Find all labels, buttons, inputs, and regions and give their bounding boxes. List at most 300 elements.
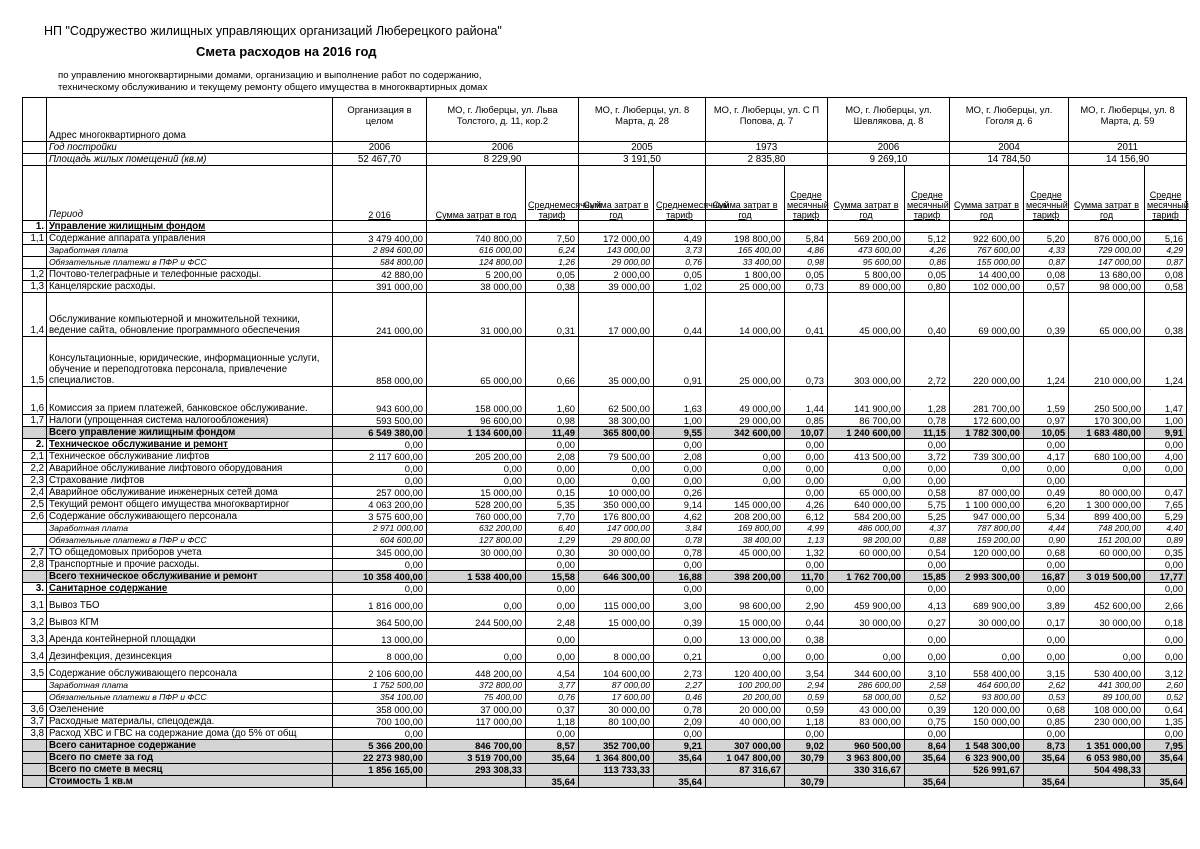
tariff-value: 0,00	[905, 728, 950, 740]
row-label: Аварийное обслуживание инженерных сетей дома	[47, 487, 333, 499]
tariff-value: 3,89	[1024, 595, 1069, 612]
sum-value: 787 800,00	[950, 523, 1024, 535]
tariff-value: 4,49	[654, 233, 706, 245]
sum-value: 29 000,00	[579, 257, 654, 269]
sum-value: 464 600,00	[950, 680, 1024, 692]
row-label: Всего по смете за год	[47, 752, 333, 764]
row-number	[23, 523, 47, 535]
tariff-value: 1,63	[654, 387, 706, 415]
tariff-value: 1,59	[1024, 387, 1069, 415]
tariff-value: 0,00	[1024, 559, 1069, 571]
tariff-value: 0,68	[1024, 704, 1069, 716]
sum-value: 80 100,00	[579, 716, 654, 728]
tariff-value: 1,18	[785, 716, 828, 728]
row-label: Всего по смете в месяц	[47, 764, 333, 776]
tariff-value: 0,38	[1145, 293, 1187, 337]
row-number: 1,6	[23, 387, 47, 415]
tariff-value: 2,08	[526, 451, 579, 463]
sum-value: 530 400,00	[1069, 663, 1145, 680]
sum-value: 1 240 600,00	[828, 427, 905, 439]
tariff-value: 0,49	[1024, 487, 1069, 499]
sum-value	[579, 221, 654, 233]
tariff-value: 0,00	[785, 439, 828, 451]
sum-value	[427, 221, 526, 233]
org-value: 13 000,00	[333, 629, 427, 646]
tariff-value: 0,52	[905, 692, 950, 704]
sum-value: 303 000,00	[828, 337, 905, 387]
tariff-value: 2,62	[1024, 680, 1069, 692]
tariff-value: 4,13	[905, 595, 950, 612]
sum-header: Сумма затрат в год	[1069, 166, 1145, 221]
sum-value: 127 800,00	[427, 535, 526, 547]
tariff-value: 4,26	[785, 499, 828, 511]
sum-value	[706, 439, 785, 451]
sum-value: 739 300,00	[950, 451, 1024, 463]
row-number: 2,4	[23, 487, 47, 499]
sum-value: 230 000,00	[1069, 716, 1145, 728]
tariff-value: 0,00	[905, 629, 950, 646]
row-label: Содержание аппарата управления	[47, 233, 333, 245]
tariff-value: 0,87	[1145, 257, 1187, 269]
tariff-header: Средне месячный тариф	[1024, 166, 1069, 221]
tariff-value: 0,39	[1024, 293, 1069, 337]
sum-value: 15 000,00	[579, 612, 654, 629]
tariff-value	[654, 221, 706, 233]
sum-value: 1 683 480,00	[1069, 427, 1145, 439]
sum-value	[1069, 728, 1145, 740]
row-number: 1,3	[23, 281, 47, 293]
sum-value: 20 000,00	[706, 704, 785, 716]
org-value: 2 117 600,00	[333, 451, 427, 463]
sum-value: 86 700,00	[828, 415, 905, 427]
row-label: Техническое обслуживание лифтов	[47, 451, 333, 463]
tariff-value: 0,91	[654, 337, 706, 387]
org-value: 6 549 380,00	[333, 427, 427, 439]
table-row	[23, 451, 1187, 463]
tariff-value: 3,73	[654, 245, 706, 257]
sum-value: 13 000,00	[706, 629, 785, 646]
org-value: 2 894 600,00	[333, 245, 427, 257]
org-value: 943 600,00	[333, 387, 427, 415]
sum-value: 748 200,00	[1069, 523, 1145, 535]
row-label: Заработная плата	[47, 245, 333, 257]
table-row	[23, 559, 1187, 571]
sum-value	[706, 221, 785, 233]
tariff-value: 1,29	[526, 535, 579, 547]
tariff-value: 0,37	[526, 704, 579, 716]
row-number: 1,2	[23, 269, 47, 281]
tariff-value: 0,46	[654, 692, 706, 704]
section-row	[23, 583, 1187, 595]
tariff-value: 0,17	[1024, 612, 1069, 629]
period-row	[23, 166, 1187, 221]
tariff-value: 35,64	[905, 776, 950, 788]
tariff-value: 0,44	[785, 612, 828, 629]
tariff-value: 30,79	[785, 752, 828, 764]
house-year: 2006	[828, 142, 950, 154]
sum-value	[950, 629, 1024, 646]
row-number	[23, 571, 47, 583]
sum-value: 0,00	[706, 475, 785, 487]
sum-header: Сумма затрат в год	[706, 166, 785, 221]
row-label: Содержание обслуживающего персонала	[47, 663, 333, 680]
tariff-value: 1,60	[526, 387, 579, 415]
tariff-value: 2,72	[905, 337, 950, 387]
row-label: Содержание обслуживающего персонала	[47, 511, 333, 523]
sum-value: 145 000,00	[706, 499, 785, 511]
tariff-value: 0,00	[785, 451, 828, 463]
tariff-value: 35,64	[1145, 776, 1187, 788]
sum-value: 1 300 000,00	[1069, 499, 1145, 511]
tariff-value: 9,91	[1145, 427, 1187, 439]
tariff-value: 0,00	[1024, 583, 1069, 595]
tariff-value: 11,15	[905, 427, 950, 439]
row-number: 2,6	[23, 511, 47, 523]
sum-value: 75 400,00	[427, 692, 526, 704]
tariff-value: 1,13	[785, 535, 828, 547]
tariff-value: 0,00	[526, 463, 579, 475]
tariff-value: 0,76	[654, 257, 706, 269]
tariff-value: 1,26	[526, 257, 579, 269]
tariff-value: 0,00	[785, 463, 828, 475]
org-period: 2 016	[333, 166, 427, 221]
row-number	[23, 764, 47, 776]
tariff-value: 1,18	[526, 716, 579, 728]
tariff-value: 3,12	[1145, 663, 1187, 680]
sum-value: 3 963 800,00	[828, 752, 905, 764]
sum-value: 0,00	[706, 463, 785, 475]
tariff-value: 0,00	[526, 629, 579, 646]
sum-value: 1 100 000,00	[950, 499, 1024, 511]
sum-value: 0,00	[427, 646, 526, 663]
sum-value	[1069, 221, 1145, 233]
org-value: 10 358 400,00	[333, 571, 427, 583]
sum-value	[427, 583, 526, 595]
sum-value: 208 200,00	[706, 511, 785, 523]
tariff-value: 16,88	[654, 571, 706, 583]
tariff-header: Средне месячный тариф	[785, 166, 828, 221]
tariff-value: 0,00	[1024, 475, 1069, 487]
tariff-value: 0,00	[785, 475, 828, 487]
tariff-value: 0,35	[1145, 547, 1187, 559]
tariff-value: 10,05	[1024, 427, 1069, 439]
org-value: 0,00	[333, 583, 427, 595]
table-row	[23, 487, 1187, 499]
sum-value: 307 000,00	[706, 740, 785, 752]
sum-value: 5 200,00	[427, 269, 526, 281]
tariff-value: 5,16	[1145, 233, 1187, 245]
tariff-header: Среднемесячный тариф	[526, 166, 579, 221]
org-value: 4 063 200,00	[333, 499, 427, 511]
sum-value: 98 000,00	[1069, 281, 1145, 293]
sum-value: 120 000,00	[950, 547, 1024, 559]
sum-value	[950, 475, 1024, 487]
sum-value: 0,00	[950, 646, 1024, 663]
sum-value: 58 000,00	[828, 692, 905, 704]
org-value: 584 800,00	[333, 257, 427, 269]
row-number	[23, 245, 47, 257]
tariff-value: 0,00	[785, 559, 828, 571]
tariff-value: 16,87	[1024, 571, 1069, 583]
tariff-value: 9,02	[785, 740, 828, 752]
org-value: 0,00	[333, 463, 427, 475]
total-row	[23, 740, 1187, 752]
tariff-value: 0,31	[526, 293, 579, 337]
sum-value: 342 600,00	[706, 427, 785, 439]
sum-value	[427, 559, 526, 571]
table-row	[23, 663, 1187, 680]
sum-value: 151 200,00	[1069, 535, 1145, 547]
tariff-value: 0,00	[654, 439, 706, 451]
sum-value	[427, 776, 526, 788]
sum-value	[828, 221, 905, 233]
house-year: 2011	[1069, 142, 1187, 154]
row-number: 2,3	[23, 475, 47, 487]
sum-value: 14 400,00	[950, 269, 1024, 281]
sum-value	[579, 583, 654, 595]
row-number: 3,3	[23, 629, 47, 646]
sum-value: 102 000,00	[950, 281, 1024, 293]
tariff-value: 35,64	[905, 752, 950, 764]
org-value: 8 000,00	[333, 646, 427, 663]
house-year: 2006	[427, 142, 579, 154]
org-col-header: Организация в целом	[333, 98, 427, 142]
tariff-value	[1145, 475, 1187, 487]
tariff-value: 4,29	[1145, 245, 1187, 257]
tariff-value: 15,58	[526, 571, 579, 583]
tariff-value: 0,00	[1145, 646, 1187, 663]
area-row	[23, 154, 1187, 166]
sum-value: 760 000,00	[427, 511, 526, 523]
tariff-value: 0,00	[905, 559, 950, 571]
row-label: Обязательные платежи в ПФР и ФСС	[47, 692, 333, 704]
row-number: 2,1	[23, 451, 47, 463]
tariff-value: 0,00	[654, 728, 706, 740]
sum-value: 155 000,00	[950, 257, 1024, 269]
tariff-value: 1,00	[1145, 415, 1187, 427]
org-value: 42 880,00	[333, 269, 427, 281]
tariff-value: 5,25	[905, 511, 950, 523]
tariff-value: 0,87	[1024, 257, 1069, 269]
tariff-value	[1145, 221, 1187, 233]
sum-value	[828, 728, 905, 740]
sum-value: 35 000,00	[579, 337, 654, 387]
row-label: Озеленение	[47, 704, 333, 716]
sum-value: 448 200,00	[427, 663, 526, 680]
tariff-value	[785, 764, 828, 776]
sum-value: 0,00	[1069, 463, 1145, 475]
tariff-value: 0,00	[526, 439, 579, 451]
tariff-value: 6,12	[785, 511, 828, 523]
sum-value: 165 400,00	[706, 245, 785, 257]
sum-value: 87 316,67	[706, 764, 785, 776]
sum-value: 398 200,00	[706, 571, 785, 583]
row-label: Текущий ремонт общего имущества многоквартирног	[47, 499, 333, 511]
org-value: 0,00	[333, 728, 427, 740]
house-area: 9 269,10	[828, 154, 950, 166]
sum-value: 79 500,00	[579, 451, 654, 463]
row-label: Транспортные и прочие расходы.	[47, 559, 333, 571]
tariff-value: 4,37	[905, 523, 950, 535]
sum-value: 96 600,00	[427, 415, 526, 427]
tariff-value: 2,08	[654, 451, 706, 463]
sum-value	[828, 439, 905, 451]
sum-value: 25 000,00	[706, 281, 785, 293]
sum-value: 293 308,33	[427, 764, 526, 776]
sum-value: 17 600,00	[579, 692, 654, 704]
sum-value	[706, 487, 785, 499]
row-label: Техническое обслуживание и ремонт	[47, 439, 333, 451]
tariff-value: 0,39	[905, 704, 950, 716]
sum-value: 83 000,00	[828, 716, 905, 728]
org-value: 358 000,00	[333, 704, 427, 716]
table-row	[23, 269, 1187, 281]
tariff-value: 4,33	[1024, 245, 1069, 257]
sum-value	[427, 629, 526, 646]
sum-value: 767 600,00	[950, 245, 1024, 257]
sum-value: 372 800,00	[427, 680, 526, 692]
row-label: Санитарное содержание	[47, 583, 333, 595]
sum-value: 1 364 800,00	[579, 752, 654, 764]
subtitle-line-1: по управлению многоквартирными домами, организацию и выполнение работ по содержанию,	[58, 70, 482, 81]
sum-value	[1069, 583, 1145, 595]
tariff-value: 35,64	[526, 776, 579, 788]
sum-value: 158 000,00	[427, 387, 526, 415]
tariff-value: 0,39	[654, 612, 706, 629]
sum-value: 740 800,00	[427, 233, 526, 245]
tariff-value: 0,85	[1024, 716, 1069, 728]
table-row	[23, 716, 1187, 728]
tariff-value	[526, 221, 579, 233]
row-number: 3,5	[23, 663, 47, 680]
tariff-value: 0,44	[654, 293, 706, 337]
sum-value: 143 000,00	[579, 245, 654, 257]
tariff-value: 0,00	[785, 583, 828, 595]
tariff-value: 4,00	[1145, 451, 1187, 463]
tariff-value	[905, 221, 950, 233]
tariff-value: 3,72	[905, 451, 950, 463]
section-row	[23, 221, 1187, 233]
sum-value: 100 200,00	[706, 680, 785, 692]
table-row	[23, 646, 1187, 663]
sum-value: 1 800,00	[706, 269, 785, 281]
tariff-value: 0,00	[1145, 439, 1187, 451]
sum-value: 6 053 980,00	[1069, 752, 1145, 764]
house-area: 14 784,50	[950, 154, 1069, 166]
tariff-value: 0,66	[526, 337, 579, 387]
tariff-value: 2,94	[785, 680, 828, 692]
tariff-header: Средне месячный тариф	[905, 166, 950, 221]
tariff-value: 0,00	[1145, 629, 1187, 646]
sum-value: 37 000,00	[427, 704, 526, 716]
tariff-value: 0,00	[654, 583, 706, 595]
tariff-value: 0,00	[1024, 463, 1069, 475]
sum-value	[950, 583, 1024, 595]
sum-value: 1 782 300,00	[950, 427, 1024, 439]
tariff-value: 0,00	[654, 475, 706, 487]
sum-value: 150 000,00	[950, 716, 1024, 728]
tariff-value: 1,24	[1024, 337, 1069, 387]
tariff-value: 0,05	[785, 269, 828, 281]
tariff-value: 35,64	[526, 752, 579, 764]
tariff-value: 0,00	[526, 559, 579, 571]
sum-value: 0,00	[427, 463, 526, 475]
house-area: 3 191,50	[579, 154, 706, 166]
sum-value	[828, 776, 905, 788]
sum-value: 947 000,00	[950, 511, 1024, 523]
sum-value: 141 900,00	[828, 387, 905, 415]
sum-value: 40 000,00	[706, 716, 785, 728]
table-row	[23, 337, 1187, 387]
sum-value: 1 047 800,00	[706, 752, 785, 764]
sum-value: 60 000,00	[1069, 547, 1145, 559]
table-row	[23, 612, 1187, 629]
tariff-value: 10,07	[785, 427, 828, 439]
sum-value: 49 000,00	[706, 387, 785, 415]
sum-value: 3 019 500,00	[1069, 571, 1145, 583]
tariff-value: 0,59	[785, 704, 828, 716]
sum-value: 38 000,00	[427, 281, 526, 293]
sum-value: 441 300,00	[1069, 680, 1145, 692]
table-row	[23, 704, 1187, 716]
table-row	[23, 547, 1187, 559]
org-value: 345 000,00	[333, 547, 427, 559]
tariff-value: 4,26	[905, 245, 950, 257]
org-value: 364 500,00	[333, 612, 427, 629]
tariff-value: 1,44	[785, 387, 828, 415]
tariff-value: 3,15	[1024, 663, 1069, 680]
sum-value: 281 700,00	[950, 387, 1024, 415]
tariff-value: 0,00	[905, 439, 950, 451]
sum-value: 960 500,00	[828, 740, 905, 752]
sum-value	[1069, 776, 1145, 788]
row-number: 3,7	[23, 716, 47, 728]
sum-value: 31 000,00	[427, 293, 526, 337]
sum-value: 350 000,00	[579, 499, 654, 511]
sum-value: 528 200,00	[427, 499, 526, 511]
table-row	[23, 499, 1187, 511]
tariff-value: 0,27	[905, 612, 950, 629]
org-value: 354 100,00	[333, 692, 427, 704]
tariff-value: 2,90	[785, 595, 828, 612]
sum-value: 205 200,00	[427, 451, 526, 463]
tariff-value: 5,75	[905, 499, 950, 511]
sum-value	[950, 221, 1024, 233]
row-label: Дезинфекция, дезинсекция	[47, 646, 333, 663]
sum-value: 87 000,00	[950, 487, 1024, 499]
sum-value: 569 200,00	[828, 233, 905, 245]
sum-value	[706, 728, 785, 740]
tariff-value: 0,00	[905, 646, 950, 663]
tariff-value: 9,14	[654, 499, 706, 511]
sum-value	[1069, 475, 1145, 487]
sum-value: 1 351 000,00	[1069, 740, 1145, 752]
sum-value: 8 000,00	[579, 646, 654, 663]
sum-value	[828, 583, 905, 595]
sum-value: 147 000,00	[1069, 257, 1145, 269]
sum-value	[579, 728, 654, 740]
org-value: 391 000,00	[333, 281, 427, 293]
tariff-value: 5,12	[905, 233, 950, 245]
sum-value	[706, 583, 785, 595]
row-number: 3,2	[23, 612, 47, 629]
tariff-value: 0,00	[1145, 463, 1187, 475]
sum-value: 10 000,00	[579, 487, 654, 499]
sum-value: 93 800,00	[950, 692, 1024, 704]
sum-value: 558 400,00	[950, 663, 1024, 680]
tariff-value: 0,53	[1024, 692, 1069, 704]
sum-value: 5 800,00	[828, 269, 905, 281]
